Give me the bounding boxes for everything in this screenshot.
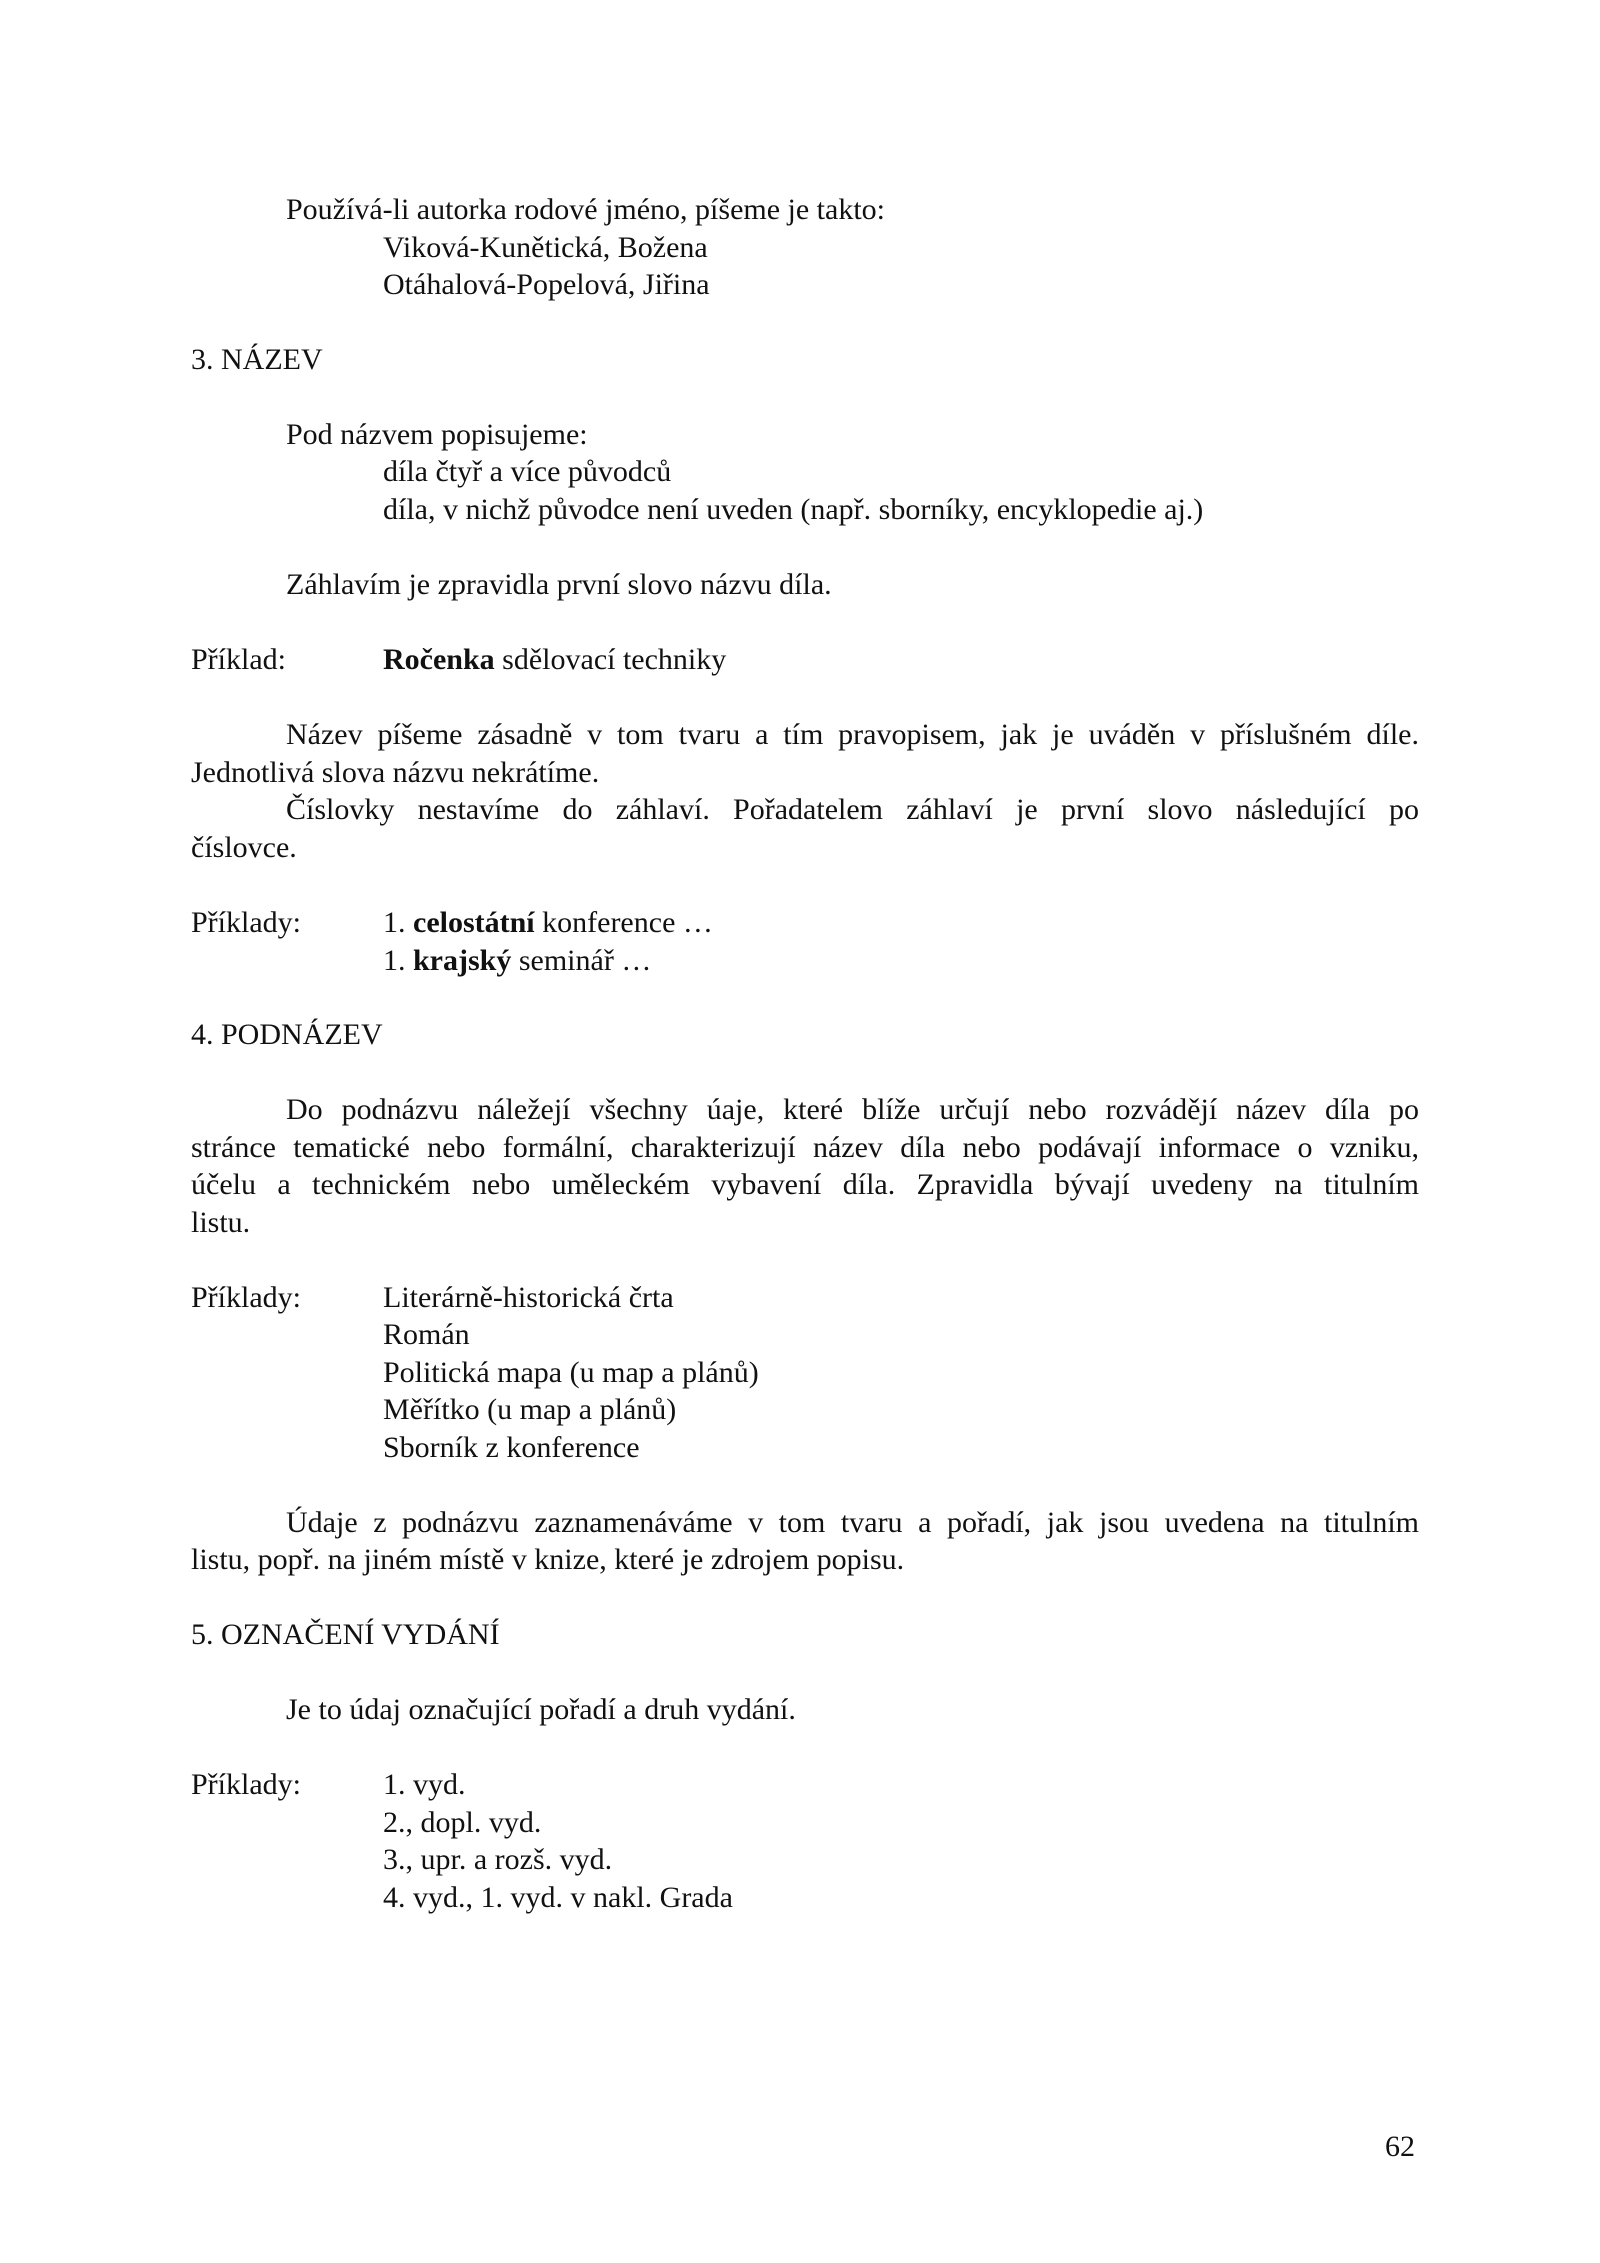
- section-3-describe-intro: Pod názvem popisujeme:: [286, 418, 588, 451]
- section-3-example: [383, 641, 726, 679]
- section-3-para1-line-1: Název píšeme zásadně v tom tvaru a tím pravopisem, jak je uváděn v příslušném díle.: [286, 718, 1419, 751]
- example-bold-word: krajský: [413, 944, 512, 977]
- section-3-examples-label: Příklady:: [191, 906, 301, 939]
- section-4-heading: 4. PODNÁZEV: [191, 1018, 383, 1051]
- section-3-para1-line-2: Jednotlivá slova názvu nekrátíme.: [191, 756, 600, 789]
- section-4-para-line-3: účelu a technickém nebo uměleckém vybavení díla. Zpravidla bývají uvedeny na titulním: [191, 1168, 1419, 1201]
- section-3-example-item-2: [383, 942, 651, 980]
- section-4-closing-line-2: listu, popř. na jiném místě v knize, které je zdrojem popisu.: [191, 1543, 905, 1576]
- section-4-para-line-4: listu.: [191, 1206, 251, 1239]
- section-3-para2-line-1: Číslovky nestavíme do záhlaví. Pořadatelem záhlaví je první slovo následující po: [286, 793, 1419, 826]
- section-5-example-1: 1. vyd.: [383, 1768, 466, 1801]
- section-4-example-1: Literárně-historická črta: [383, 1281, 674, 1314]
- example-rest: seminář …: [511, 944, 652, 977]
- section-4-example-4: Měřítko (u map a plánů): [383, 1393, 677, 1426]
- intro-example-1: Viková-Kunětická, Božena: [383, 231, 708, 264]
- section-3-para2-line-2: číslovce.: [191, 831, 297, 864]
- intro-text: Používá-li autorka rodové jméno, píšeme je takto:: [286, 193, 886, 226]
- intro-example-2: Otáhalová-Popelová, Jiřina: [383, 268, 710, 301]
- example-rest: konference …: [534, 906, 713, 939]
- section-3-example-label: Příklad:: [191, 643, 286, 676]
- example-number: 1.: [383, 906, 413, 939]
- section-5-examples-label: Příklady:: [191, 1768, 301, 1801]
- section-5-example-3: 3., upr. a rozš. vyd.: [383, 1843, 613, 1876]
- section-4-example-3: Politická mapa (u map a plánů): [383, 1356, 759, 1389]
- section-3-example-item-1: [383, 904, 713, 942]
- section-4-para-line-1: Do podnázvu náležejí všechny úaje, které blíže určují nebo rozvádějí název díla po: [286, 1093, 1419, 1126]
- section-3-rule: Záhlavím je zpravidla první slovo názvu díla.: [286, 568, 832, 601]
- section-3-describe-item-2: díla, v nichž původce není uveden (např. sborníky, encyklopedie aj.): [383, 493, 1204, 526]
- section-4-example-2: Román: [383, 1318, 470, 1351]
- section-4-closing-line-1: Údaje z podnázvu zaznamenáváme v tom tvaru a pořadí, jak jsou uvedena na titulním: [286, 1506, 1419, 1539]
- section-5-example-2: 2., dopl. vyd.: [383, 1806, 542, 1839]
- example-bold-word: celostátní: [413, 906, 535, 939]
- example-number: 1.: [383, 944, 413, 977]
- section-3-example-rest: sdělovací techniky: [494, 643, 727, 676]
- section-4-para-line-2: stránce tematické nebo formální, charakterizují název díla nebo podávají informace o vzniku,: [191, 1131, 1419, 1164]
- section-3-example-bold: Ročenka: [383, 643, 495, 676]
- section-5-text: Je to údaj označující pořadí a druh vydání.: [286, 1693, 796, 1726]
- section-3-heading: 3. NÁZEV: [191, 343, 323, 376]
- section-4-example-5: Sborník z konference: [383, 1431, 640, 1464]
- section-5-example-4: 4. vyd., 1. vyd. v nakl. Grada: [383, 1881, 733, 1914]
- section-5-heading: 5. OZNAČENÍ VYDÁNÍ: [191, 1618, 500, 1651]
- section-4-examples-label: Příklady:: [191, 1281, 301, 1314]
- page-number: 62: [1385, 2130, 1415, 2163]
- section-3-describe-item-1: díla čtyř a více původců: [383, 455, 672, 488]
